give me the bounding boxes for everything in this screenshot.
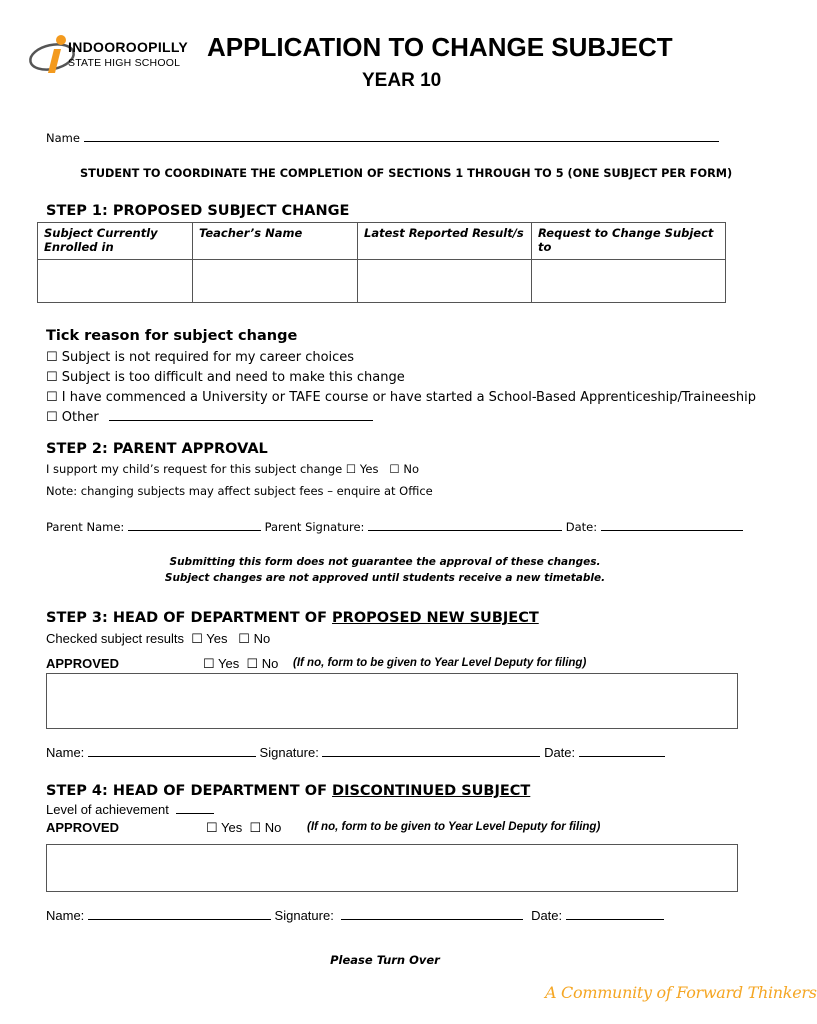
step4-approved-label: APPROVED	[46, 820, 119, 835]
level-label: Level of achievement	[46, 802, 169, 817]
step3-signature-line[interactable]	[322, 756, 540, 757]
school-logo	[28, 33, 188, 77]
disclaimer-line-2: Subject changes are not approved until students receive a new timetable.	[164, 572, 606, 584]
name-line	[84, 141, 719, 142]
step4-heading-underlined: DISCONTINUED SUBJECT	[332, 783, 531, 799]
please-turn-over: Please Turn Over	[330, 953, 440, 967]
cell-request-change[interactable]	[532, 260, 726, 303]
page-subtitle: YEAR 10	[362, 70, 442, 91]
step3-date-label: Date:	[544, 745, 576, 760]
name-label: Name	[46, 131, 80, 145]
step3-approved-label: APPROVED	[46, 656, 119, 671]
step4-name-line[interactable]	[88, 919, 271, 920]
tagline: A Community of Forward Thinkers	[545, 983, 817, 1002]
step4-heading	[46, 783, 530, 799]
level-of-achievement[interactable]	[46, 802, 214, 817]
logo-name-top: INDOOROOPILLY	[68, 39, 189, 55]
col-latest-result: Latest Reported Result/s	[358, 223, 532, 260]
parent-signature-line[interactable]	[368, 530, 562, 531]
parent-name-label: Parent Name:	[46, 520, 125, 534]
reason-career[interactable]: ☐ Subject is not required for my career choices	[46, 350, 355, 365]
parent-signoff-row	[46, 520, 743, 534]
col-teacher-name: Teacher’s Name	[193, 223, 358, 260]
logo-name-bottom: STATE HIGH SCHOOL	[68, 57, 181, 69]
step4-date-label: Date:	[531, 908, 563, 923]
fees-note: Note: changing subjects may affect subject fees – enquire at Office	[46, 484, 433, 498]
step3-approved-note: (If no, form to be given to Year Level Deputy for filing)	[293, 657, 587, 669]
step3-signoff-row	[46, 745, 665, 760]
reason-other[interactable]	[46, 410, 373, 425]
step1-heading: STEP 1: PROPOSED SUBJECT CHANGE	[46, 203, 350, 219]
col-subject-enrolled: Subject Currently Enrolled in	[38, 223, 193, 260]
step4-date-line[interactable]	[566, 919, 664, 920]
cell-subject-enrolled[interactable]	[38, 260, 193, 303]
step3-heading	[46, 610, 539, 626]
step4-signoff-row	[46, 908, 664, 923]
reasons-heading: Tick reason for subject change	[46, 328, 298, 344]
reason-other-line	[109, 420, 373, 421]
table-header-row	[38, 223, 726, 260]
student-name-field[interactable]	[46, 131, 719, 145]
step4-signature-line[interactable]	[341, 919, 523, 920]
cell-latest-result[interactable]	[358, 260, 532, 303]
instruction-text: STUDENT TO COORDINATE THE COMPLETION OF SECTIONS 1 THROUGH TO 5 (ONE SUBJECT PER FORM)	[80, 167, 733, 180]
reason-difficult[interactable]: ☐ Subject is too difficult and need to make this change	[46, 370, 405, 385]
step4-signature-label: Signature:	[274, 908, 334, 923]
step3-name-line[interactable]	[88, 756, 256, 757]
parent-name-line[interactable]	[128, 530, 261, 531]
step2-heading: STEP 2: PARENT APPROVAL	[46, 441, 268, 457]
parent-date-line[interactable]	[601, 530, 743, 531]
checked-results-checkboxes[interactable]: Checked subject results ☐ Yes ☐ No	[46, 631, 271, 646]
parent-date-label: Date:	[565, 520, 598, 534]
reason-university-tafe[interactable]: ☐ I have commenced a University or TAFE course or have started a School-Based Apprenticeship/Traineeship	[46, 390, 756, 405]
step3-approved-checkboxes[interactable]: ☐ Yes ☐ No	[203, 656, 279, 671]
disclaimer-line-1: Submitting this form does not guarantee the approval of these changes.	[169, 556, 601, 568]
step3-signature-label: Signature:	[259, 745, 319, 760]
parent-signature-label: Parent Signature:	[264, 520, 365, 534]
step3-date-line[interactable]	[579, 756, 665, 757]
table-row	[38, 260, 726, 303]
step3-heading-prefix: STEP 3: HEAD OF DEPARTMENT OF	[46, 610, 333, 626]
subject-change-table	[37, 222, 726, 303]
parent-support-checkboxes[interactable]: I support my child’s request for this subject change ☐ Yes ☐ No	[46, 462, 420, 476]
step4-heading-prefix: STEP 4: HEAD OF DEPARTMENT OF	[46, 783, 333, 799]
reason-other-label: ☐ Other	[46, 410, 99, 425]
step3-comments-box[interactable]	[46, 673, 738, 729]
step4-approved-checkboxes[interactable]: ☐ Yes ☐ No	[206, 820, 282, 835]
level-line	[176, 813, 214, 814]
step4-name-label: Name:	[46, 908, 85, 923]
step3-name-label: Name:	[46, 745, 85, 760]
col-request-change: Request to Change Subject to	[532, 223, 726, 260]
step3-heading-underlined: PROPOSED NEW SUBJECT	[332, 610, 539, 626]
step4-comments-box[interactable]	[46, 844, 738, 892]
page-title: APPLICATION TO CHANGE SUBJECT	[207, 32, 673, 62]
cell-teacher-name[interactable]	[193, 260, 358, 303]
step4-approved-note: (If no, form to be given to Year Level Deputy for filing)	[307, 821, 601, 833]
